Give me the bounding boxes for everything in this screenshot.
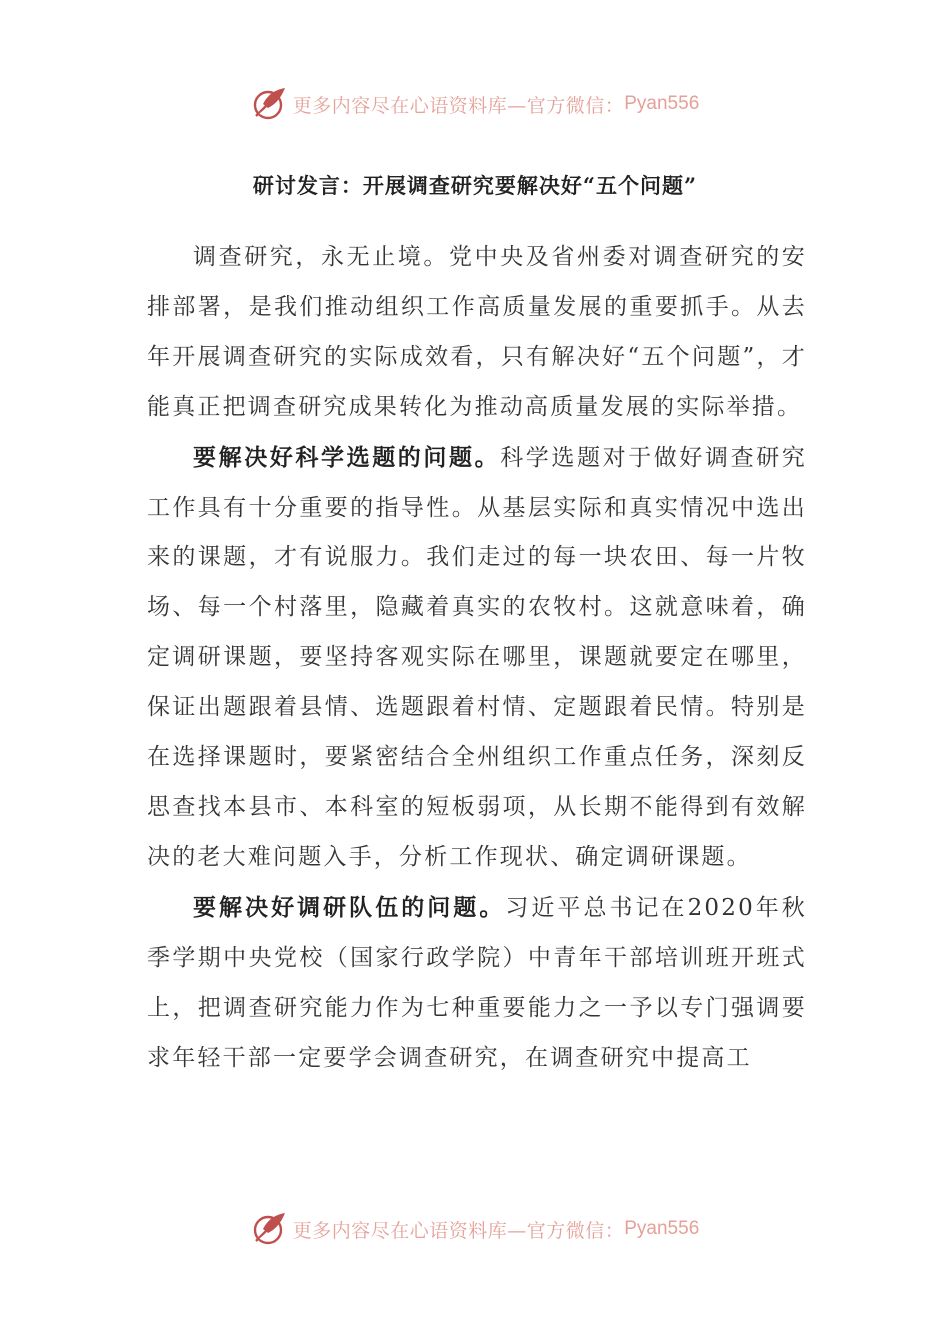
header-watermark <box>0 84 950 124</box>
document-body <box>147 232 807 1083</box>
footer-watermark <box>0 1209 950 1249</box>
quill-logo-icon <box>251 86 287 122</box>
watermark-text: 更多内容尽在心语资料库—官方微信： <box>292 1219 625 1242</box>
quill-logo-icon <box>251 1211 287 1247</box>
watermark-text: 更多内容尽在心语资料库—官方微信： <box>292 94 625 117</box>
paragraph-text: 调查研究，永无止境。党中央及省州委对调查研究的安排部署，是我们推动组织工作高质量发展的重要抓手。从去年开展调查研究的实际成效看，只有解决好“五个问题”，才能真正把调查研究成果转化为推动高质量发展的实际举措。 <box>147 244 807 420</box>
paragraph-lead: 要解决好调研队伍的问题。 <box>193 893 506 921</box>
watermark-code: Pyan556 <box>624 93 700 114</box>
page-title: 研讨发言：开展调查研究要解决好“五个问题” <box>252 173 698 198</box>
paragraph-topic-selection <box>147 433 807 883</box>
paragraph-text: 习近平总书记在2020年秋季学期中央党校（国家行政学院）中青年干部培训班开班式上，把调查研究能力作为七种重要能力之一予以专门强调要求年轻干部一定要学会调查研究，在调查研究中提高工 <box>147 894 807 1071</box>
paragraph-intro <box>147 232 807 433</box>
watermark-code: Pyan556 <box>624 1218 700 1239</box>
paragraph-research-team <box>147 883 807 1084</box>
paragraph-text: 科学选题对于做好调查研究工作具有十分重要的指导性。从基层实际和真实情况中选出来的课题，才有说服力。我们走过的每一块农田、每一片牧场、每一个村落里，隐藏着真实的农牧村。这就意味着，确定调研课题，要坚持客观实际在哪里，课题就要定在哪里，保证出题跟着县情、选题跟着村情、定题跟着民情。特别是在选择课题时，要紧密结合全州组织工作重点任务，深刻反思查找本县市、本科室的短板弱项，从长期不能得到有效解决的老大难问题入手，分析工作现状、确定调研课题。 <box>147 444 807 870</box>
paragraph-lead: 要解决好科学选题的问题。 <box>193 443 501 471</box>
